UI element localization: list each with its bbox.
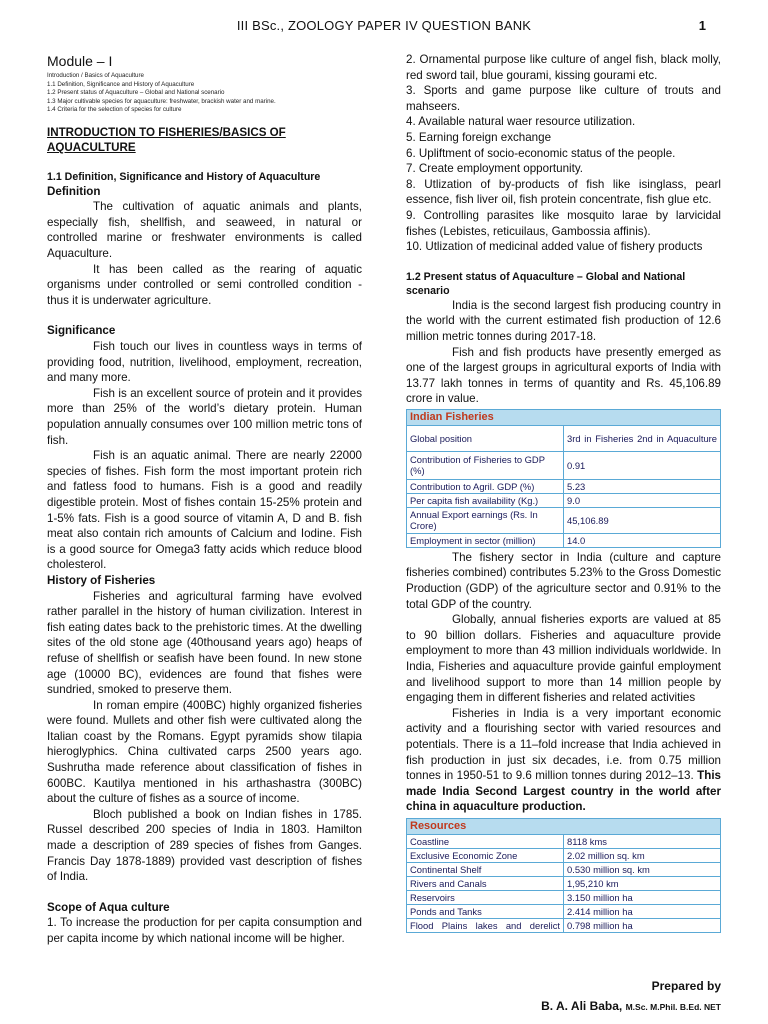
table-row: Rivers and Canals 1,95,210 km [407,876,721,890]
table-row: Global position 3rd in Fisheries 2nd in Aquaculture [407,425,721,451]
status-paragraph: The fishery sector in India (culture and capture fisheries combined) contributes 5.23% to the Gross Domestic Production (GDP) of the agriculture sector and 0.91% to the total GDP of the country. [406,550,721,611]
toc-item: Introduction / Basics of Aquaculture [47,72,144,79]
toc-item: 1.1 Definition, Significance and History of Aquaculture [47,80,195,88]
status-paragraph: India is the second largest fish producing country in the world with the current estimated fish production of 12.6 million metric tonnes during 2017-18. [406,298,721,343]
right-column [406,52,721,933]
table-row: Annual Export earnings (Rs. In Crore) 45,106.89 [407,507,721,533]
significance-paragraph: Fish touch our lives in countless ways in terms of providing food, nutrition, livelihood, employment, recreation, and many more. [47,340,362,385]
table-row: Exclusive Economic Zone 2.02 million sq. km [407,848,721,862]
history-paragraph: In roman empire (400BC) highly organized fisheries were found. Mullets and other fish were cultivated along the Italian coast by the Romans. Egypt pyramids show tilapia hieroglyphics. China cultivated carps 2500 years ago. Sushrutha made reference about classification of fishes in 600BC. Kautilya mentioned in his arthashastra (300BC) about the culture of fishes as a source of income. [47,698,362,806]
history-heading: History of Fisheries [47,573,156,587]
section-1-2-heading: 1.2 Present status of Aquaculture – Global and National scenario [406,270,686,297]
scope-item: 3. Sports and game purpose like culture of trouts and mahseers. [406,84,721,113]
scope-heading: Scope of Aqua culture [47,900,170,914]
significance-heading: Significance [47,324,116,338]
module-title: Module – I [47,53,113,69]
definition-paragraph: It has been called as the rearing of aquatic organisms under controlled or semi controlled condition - thus it is underwater agriculture. [47,262,362,307]
table-row: Reservoirs 3.150 million ha [407,890,721,904]
significance-paragraph: Fish is an excellent source of protein and it provides more than 25% of the world’s dietary protein. Human population annually consumes over 100 million metric tons of fish. [47,386,362,447]
intro-heading: INTRODUCTION TO FISHERIES/BASICS OF AQUACULTURE [47,125,286,155]
highlight-text: This made India Second Largest country in the world after china in aquaculture production. [406,769,721,814]
author-block [541,976,721,1017]
table-row: Per capita fish availability (Kg.) 9.0 [407,493,721,507]
left-column [47,52,362,947]
table-row: Contribution of Fisheries to GDP (%) 0.91 [407,451,721,479]
table-row: Ponds and Tanks 2.414 million ha [407,904,721,918]
history-paragraph: Fisheries and agricultural farming have evolved rather parallel in the history of human civilization. Interest in fish eating dates back to the prehistoric times. At the dwelling sites of the old stone age (40thousand years ago) heaps of refuse of shellfish or seafish have been found. In new stone age (10000 BC), evidences are found that fishes were sundried, smoked to preserve them. [47,589,362,697]
scope-item: 7. Create employment opportunity. [406,162,584,176]
scope-item: 2. Ornamental purpose like culture of angel fish, black molly, red sword tail, blue gourami, kissing gourami etc. [406,53,721,82]
toc-item: 1.2 Present status of Aquaculture – Global and National scenario [47,89,225,96]
table-row: Contribution to Agril. GDP (%) 5.23 [407,479,721,493]
author-name: B. A. Ali Baba, M.Sc. M.Phil. B.Ed. NET [541,999,721,1013]
page-number: 1 [698,18,706,33]
prepared-label: Prepared by [651,979,721,993]
significance-paragraph: Fish is an aquatic animal. There are nearly 22000 species of fishes. Fish form the most important protein rich and fatless food to humans. Fish is a good and readily digestible protein. Most of fishes contain 15-25% protein and 1-5% fats. Fish is a good source of vitamin A, D and B. fish meat also contain rich amounts of Calcium and Iodine. Fish is a good source for Omega3 fatty acids which reduce blood cholesterol. [47,449,362,572]
toc-item: 1.4 Criteria for the selection of species for culture [47,106,182,113]
author-credentials: M.Sc. M.Phil. B.Ed. NET [625,1002,721,1012]
toc-item: 1.3 Major cultivable species for aquaculture: freshwater, brackish water and marine. [47,97,276,105]
page-header [0,18,768,34]
table-title: Resources [407,818,721,834]
table-title: Indian Fisheries [407,409,721,425]
history-paragraph: Bloch published a book on Indian fishes in 1785. Russel described 200 species of India in 1803. Hamilton made a description of 289 species of fishes from Ganges. Francis Day 1878-1889) provided vast description of fishes of India. [47,807,362,884]
module-toc [47,72,362,115]
table-row: Continental Shelf 0.530 million sq. km [407,862,721,876]
status-paragraph: Fisheries in India is a very important economic activity and a flourishing sector with varied resources and potentials. There is a 11–fold increase that India achieved in fish production in just six decades, i.e. from 0.75 million tonnes in 1950-51 to 9.6 million tonnes during 2012–13. This made India Second Largest country in the world after china in aquaculture production. [406,706,721,814]
definition-heading: Definition [47,184,101,198]
table-row: Employment in sector (million) 14.0 [407,533,721,547]
scope-item: 5. Earning foreign exchange [406,130,552,144]
definition-paragraph: The cultivation of aquatic animals and plants, especially fish, shellfish, and seaweed, in natural or controlled marine or freshwater environments is called Aquaculture. [47,200,362,261]
resources-table [406,818,721,933]
scope-item: 6. Upliftment of socio-economic status of the people. [406,146,676,160]
scope-item: 1. To increase the production for per capita consumption and per capita income by which national income will be higher. [47,916,362,945]
table-row: Coastline 8118 kms [407,834,721,848]
indian-fisheries-table [406,409,721,548]
status-paragraph: Globally, annual fisheries exports are valued at 85 to 90 billion dollars. Fisheries and aquaculture provide employment to more than 43 million individuals worldwide. In India, Fisheries and aquaculture provide gainful employment and livelihood support to more than 14 million people by engaging them in different fisheries and related activities [406,613,721,705]
scope-item: 10. Utlization of medicinal added value of fishery products [406,240,703,254]
scope-item: 8. Utlization of by-products of fish like isinglass, pearl essence, fish liver oil, fish protein concentrate, fish glue etc. [406,177,721,207]
scope-item: 4. Available natural waer resource utilization. [406,115,636,129]
table-row: Flood Plains lakes and derelict 0.798 million ha [407,918,721,932]
scope-item: 9. Controlling parasites like mosquito larae by larvicidal fishes (Lebistes, reticuilaus, Gambossia affinis). [406,208,721,238]
status-paragraph: Fish and fish products have presently emerged as one of the largest groups in agricultural exports of India with 13.77 lakh tonnes in terms of quantity and Rs. 45,106.89 crore in value. [406,345,721,406]
header-title: III BSc., ZOOLOGY PAPER IV QUESTION BANK [236,18,532,33]
section-1-1-heading: 1.1 Definition, Significance and History of Aquaculture [47,170,321,183]
